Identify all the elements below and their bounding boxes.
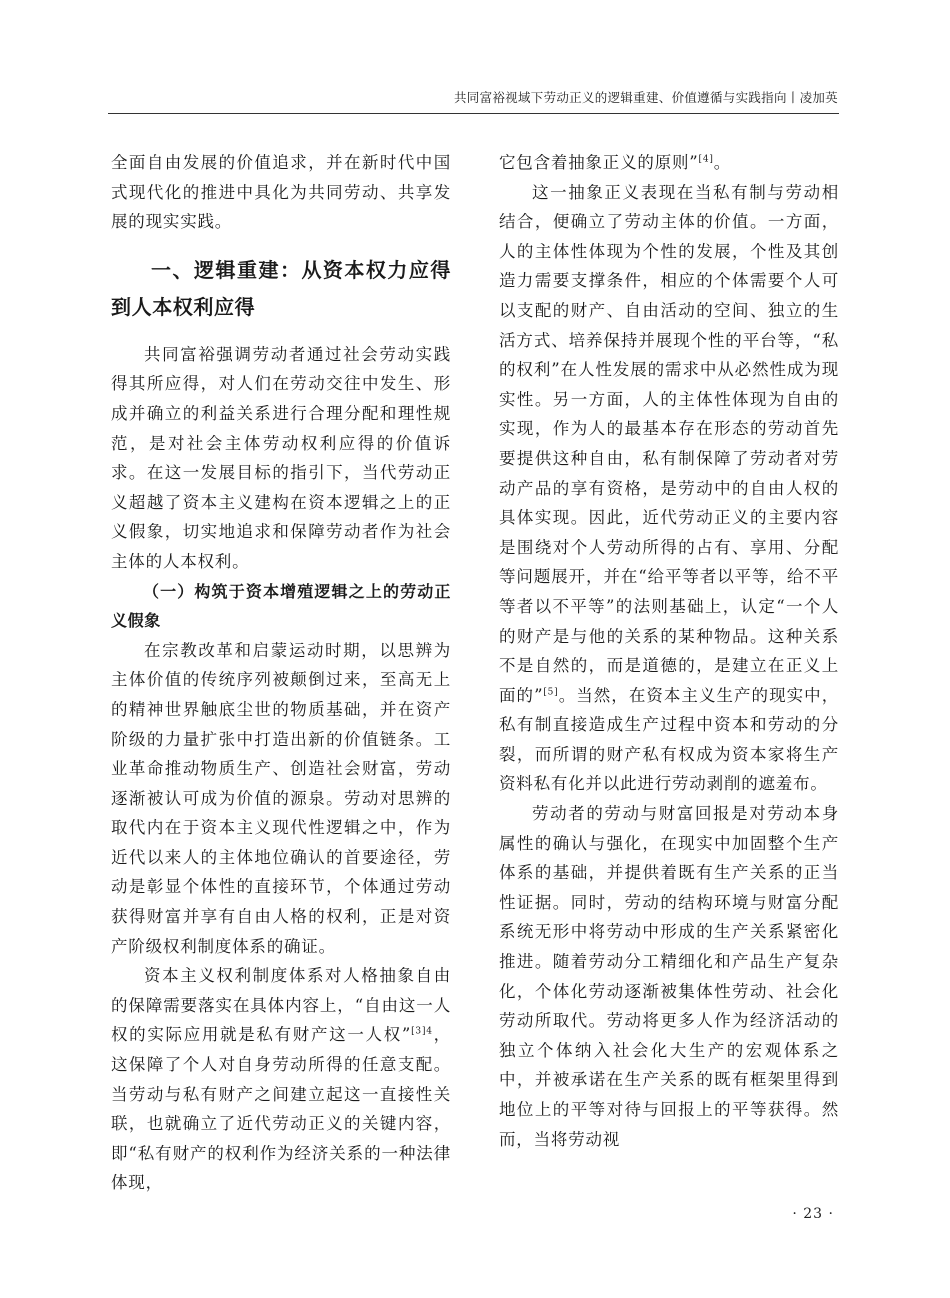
paragraph-text: ，这保障了个人对自身劳动所得的任意支配。当劳动与私有财产之间建立起这一直接性关联，也就确立了近代劳动正义的关键内容，即“私有财产的权利作为经济关系的一种法律体现， — [111, 1025, 451, 1193]
paragraph-text: 。当然，在资本主义生产的现实中，私有制直接造成生产过程中资本和劳动的分裂，而所谓的财产私有权成为资本家将生产资料私有化并以此进行劳动剥削的遮羞布。 — [499, 685, 839, 794]
citation-ref: [4] — [698, 154, 714, 165]
paragraph: 共同富裕强调劳动者通过社会劳动实践得其所应得，对人们在劳动交往中发生、形成并确立的利益关系进行合理分配和理性规范，是对社会主体劳动权利应得的价值诉求。在这一发展目标的指引下，当代劳动正义超越了资本主义建构在资本逻辑之上的正义假象，切实地追求和保障劳动者作为社会主体的人本权利。 — [111, 344, 451, 571]
section-heading: 一、逻辑重建：从资本权力应得到人本权利应得 — [111, 257, 451, 319]
paragraph — [499, 178, 839, 799]
paragraph-text: 这一抽象正义表现在当私有制与劳动相结合，便确立了劳动主体的价值。一方面，人的主体性体现为个性的发展，个性及其创造力需要支撑条件，相应的个体需要个人可以支配的财产、自由活动的空间、独立的生活方式、培养保持并展现个性的平台等，“私的权利”在人性发展的需求中从必然性成为现实性。另一方面，人的主体性体现为自由的实现，作为人的最基本存在形态的劳动首先要提供这种自由，私有制保障了劳动者对劳动产品的享有资格，是劳动中的自由人权的具体实现。因此，近代劳动正义的主要内容是围绕对个人劳动所得的占有、享用、分配等问题展开，并在“给平等者以平等，给不平等者以不平等”的法则基础上，认定“一个人的财产是与他的关系的某种物品。这种关系不是自然的，而是道德的，是建立在正义上面的” — [499, 182, 839, 705]
citation-ref: [3]4 — [411, 1026, 433, 1037]
page-number: · 23 · — [792, 1206, 834, 1222]
paragraph: 全面自由发展的价值追求，并在新时代中国式现代化的推进中具化为共同劳动、共享发展的现实实践。 — [111, 153, 451, 232]
header-rule — [108, 113, 839, 114]
paragraph — [111, 961, 451, 1198]
right-column — [499, 148, 839, 1154]
paragraph: 劳动者的劳动与财富回报是对劳动本身属性的确认与强化，在现实中加固整个生产体系的基础，并提供着既有生产关系的正当性证据。同时，劳动的结构环境与财富分配系统无形中将劳动中形成的生产关系紧密化推进。随着劳动分工精细化和产品生产复杂化，个体化劳动逐渐被集体性劳动、社会化劳动所取代。劳动将更多人作为经济活动的独立个体纳入社会化大生产的宏观体系之中，并被承诺在生产关系的既有框架里得到地位上的平等对待与回报上的平等获得。然而，当将劳动视 — [499, 804, 839, 1149]
paragraph-text: 资本主义权利制度体系对人格抽象自由的保障需要落实在具体内容上，“自由这一人权的实际应用就是私有财产这一人权” — [111, 966, 451, 1045]
paragraph: 在宗教改革和启蒙运动时期，以思辨为主体价值的传统序列被颠倒过来，至高无上的精神世界触底尘世的物质基础，并在资产阶级的力量扩张中打造出新的价值链条。工业革命推动物质生产、创造社会财富，劳动逐渐被认可成为价值的源泉。劳动对思辨的取代内在于资本主义现代性逻辑之中，作为近代以来人的主体地位确认的首要途径，劳动是彰显个体性的直接环节，个体通过劳动获得财富并享有自由人格的权利，正是对资产阶级权利制度体系的确证。 — [111, 640, 451, 956]
paragraph-text: 。 — [713, 153, 732, 172]
subsection-heading: （一）构筑于资本增殖逻辑之上的劳动正义假象 — [111, 581, 451, 631]
citation-ref: [5] — [543, 687, 559, 698]
running-head: 共同富裕视域下劳动正义的逻辑重建、价值遵循与实践指向丨凌加英 — [453, 90, 838, 105]
paragraph-text: 它包含着抽象正义的原则” — [499, 153, 699, 172]
left-column — [111, 148, 451, 1198]
paragraph — [499, 148, 839, 178]
